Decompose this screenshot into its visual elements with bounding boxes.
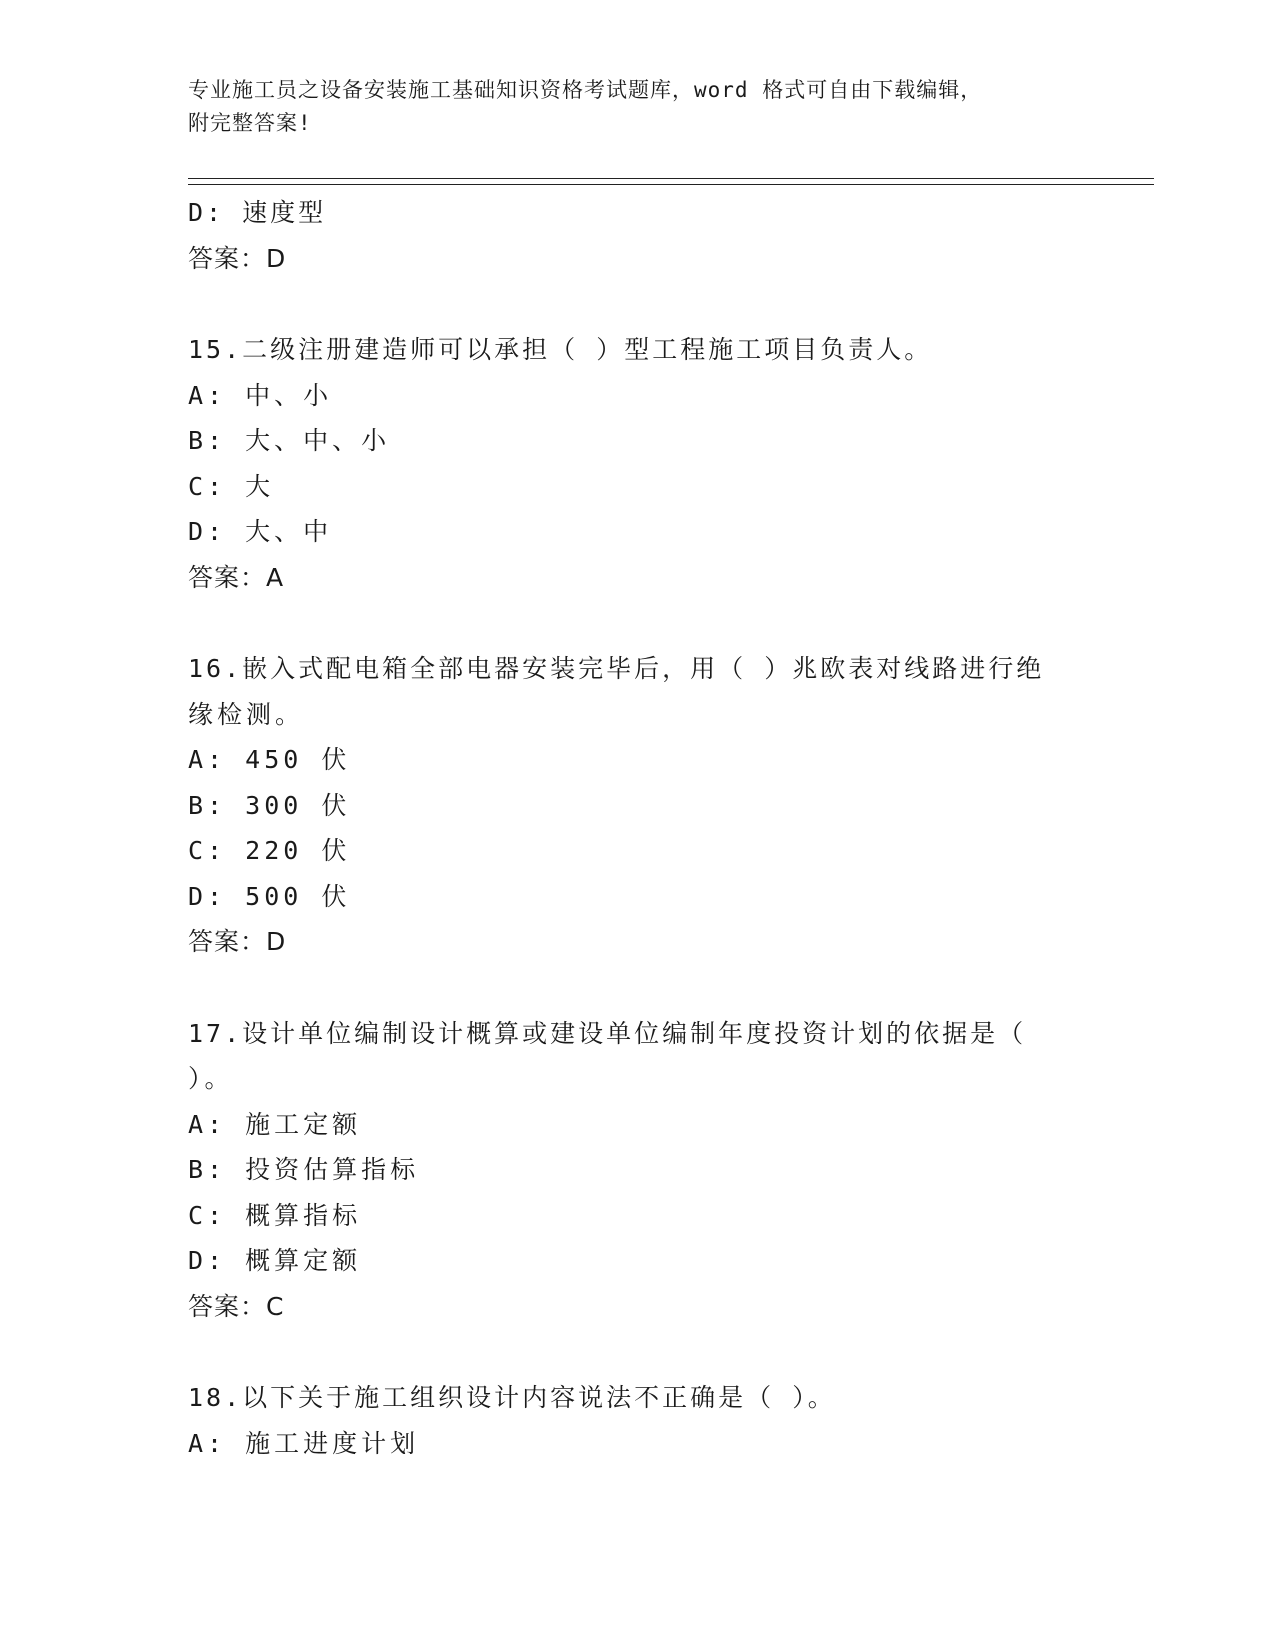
- spacer: [188, 600, 1088, 646]
- question-stem-continued: 缘检测。: [188, 699, 305, 729]
- spacer: [188, 1329, 1088, 1375]
- question-stem: 18.以下关于施工组织设计内容说法不正确是（ ）。: [188, 1383, 836, 1412]
- option-line: C: 概算指标: [188, 1200, 362, 1230]
- question-block-14-tail: [188, 190, 1088, 281]
- question-block-15: [188, 327, 1088, 600]
- option-line: B: 投资估算指标: [188, 1155, 420, 1184]
- header-divider-bottom: [188, 184, 1154, 185]
- question-block-17: [188, 1011, 1088, 1330]
- option-line: C: 220 伏: [188, 836, 351, 865]
- option-line: D: 速度型: [188, 198, 327, 227]
- header-line-2: 附完整答案!: [188, 111, 312, 135]
- question-stem-continued: ）。: [188, 1064, 234, 1093]
- header-line-1: 专业施工员之设备安装施工基础知识资格考试题库，word 格式可自由下载编辑，: [188, 78, 983, 102]
- question-stem: 17.设计单位编制设计概算或建设单位编制年度投资计划的依据是（: [188, 1018, 1027, 1048]
- option-line: B: 大、中、小: [188, 426, 391, 455]
- answer-line: 答案：C: [188, 1291, 285, 1321]
- question-block-16: [188, 646, 1088, 965]
- option-line: D: 500 伏: [188, 881, 351, 911]
- option-line: A: 施工定额: [188, 1109, 362, 1139]
- answer-line: 答案：D: [188, 927, 287, 956]
- answer-line: 答案：A: [188, 562, 285, 592]
- option-line: D: 概算定额: [188, 1246, 362, 1275]
- spacer: [188, 281, 1088, 327]
- option-line: C: 大: [188, 471, 275, 501]
- document-header: [188, 74, 1068, 140]
- option-line: A: 中、小: [188, 380, 333, 410]
- answer-line: 答案：D: [188, 243, 287, 273]
- option-line: D: 大、中: [188, 517, 333, 546]
- option-line: B: 300 伏: [188, 790, 351, 820]
- option-line: A: 施工进度计划: [188, 1428, 420, 1458]
- spacer: [188, 965, 1088, 1011]
- question-list: [188, 190, 1088, 1466]
- header-divider-top: [188, 178, 1154, 179]
- question-stem: 16.嵌入式配电箱全部电器安装完毕后，用（ ）兆欧表对线路进行绝: [188, 654, 1045, 683]
- question-stem: 15.二级注册建造师可以承担（ ）型工程施工项目负责人。: [188, 335, 933, 364]
- question-block-18: [188, 1375, 1088, 1466]
- option-line: A: 450 伏: [188, 745, 351, 774]
